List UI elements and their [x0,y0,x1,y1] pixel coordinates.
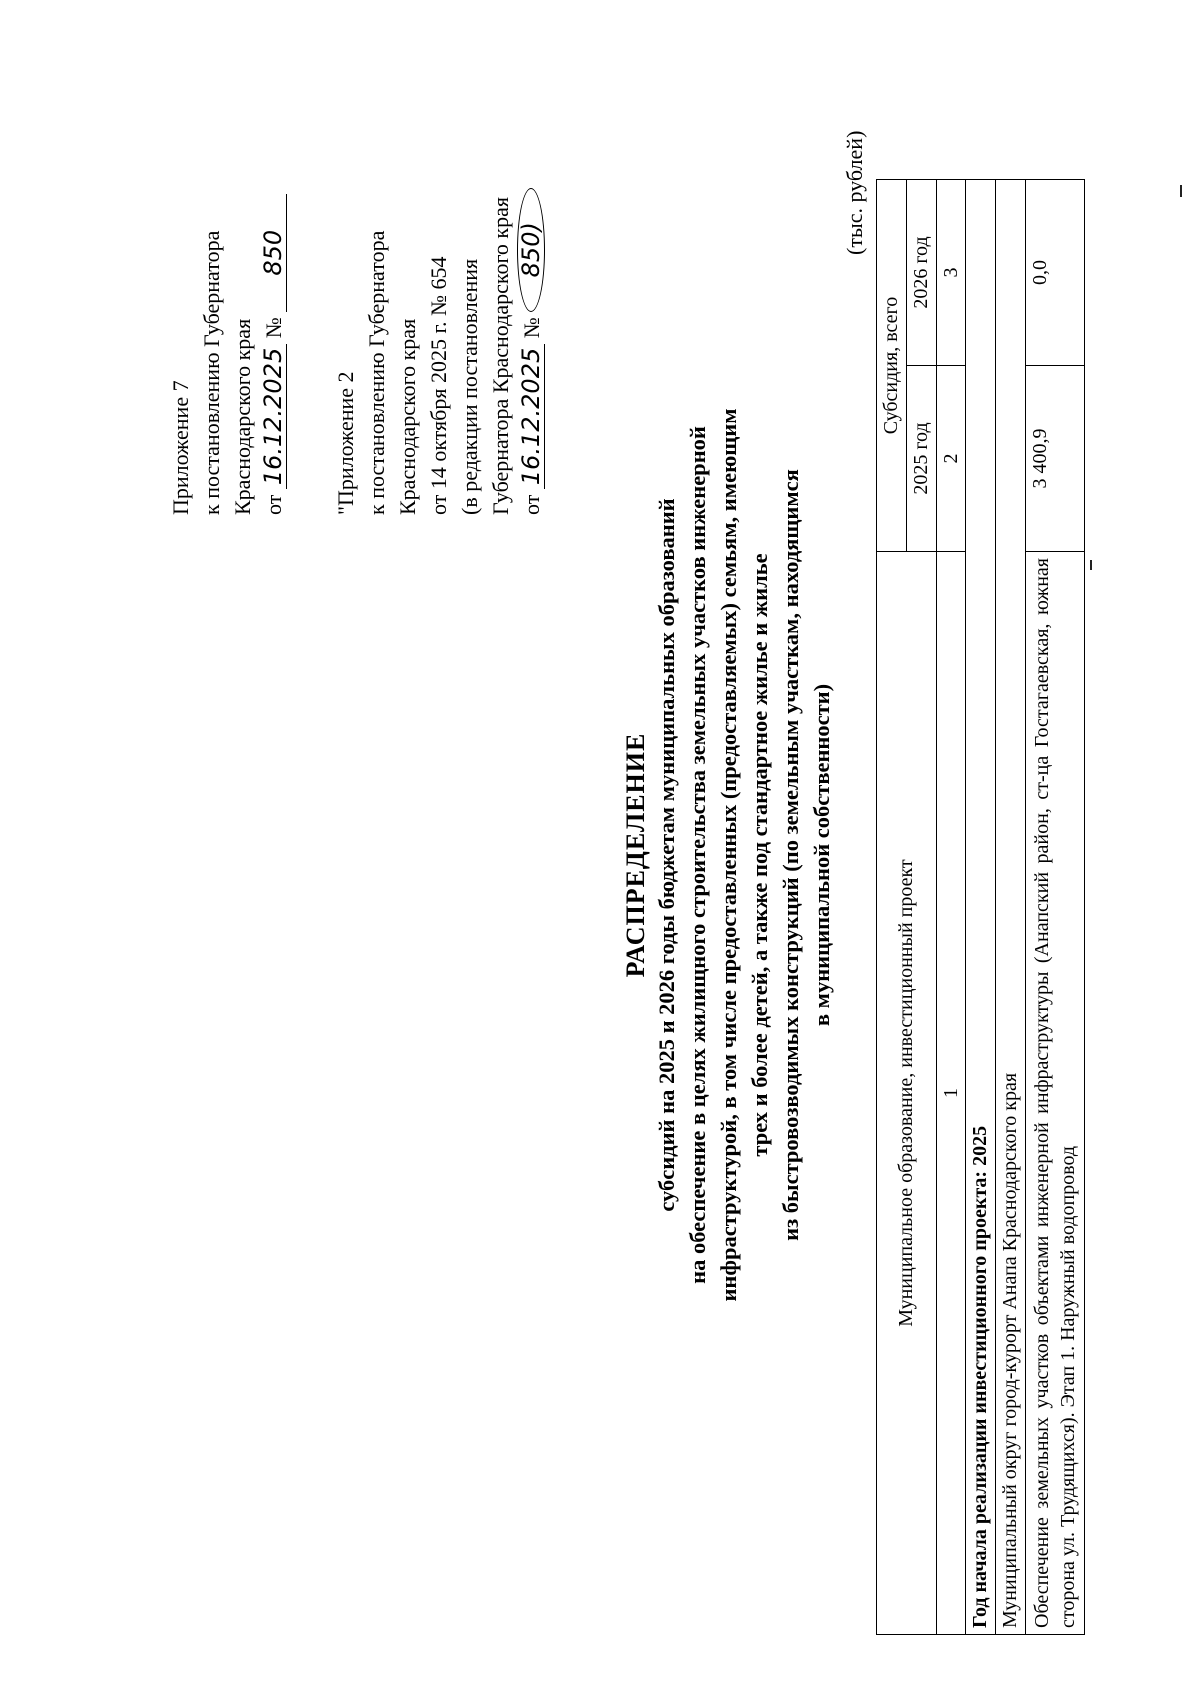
from-label: от [519,494,544,515]
subsidy-2026-value: 0,0 [1026,179,1085,365]
project-description: Обеспечение земельных участков объектами инженерной инфраструктуры (Анапский район, ст-ца Гостагаевская, южная сторона ул. Трудящихся). Этап 1. Наружный водопровод [1026,552,1085,1635]
column-number: 2 [937,366,966,552]
title-line: на обеспечение в целях жилищного строительства земельных участков инженерной [685,426,710,1284]
header-subsidy-total: Субсидия, всего [877,179,907,551]
title-line: из быстровозводимых конструкций (по земельным участкам, находящимся [778,469,803,1241]
annex-2-date-line [516,188,547,515]
column-number: 3 [937,179,966,365]
municipality-name: Муниципальный округ город-курорт Анапа Краснодарского края [996,179,1026,1634]
annex-7-title: Приложение 7 [168,380,193,515]
title-line: в муниципальной собственности) [809,683,834,1027]
title-line: субсидий на 2025 и 2026 годы бюджетам муниципальных образований [654,498,679,1212]
handwritten-date: 16.12.2025 [518,344,545,489]
column-number: 1 [937,552,966,1635]
annex-7-line3: Краснодарского края [230,318,255,515]
annex-7-header [165,194,289,515]
section-row [966,179,996,1634]
annex-2-line2: к постановлению Губернатора [364,230,389,515]
handwritten-number: 850) [517,188,545,312]
project-row [1026,179,1085,1634]
subsidy-2025-value: 3 400,9 [1026,366,1085,552]
units-label: (тыс. рублей) [842,130,867,255]
title-heading: РАСПРЕДЕЛЕНИЕ [621,732,650,978]
header-municipality-project: Муниципальное образование, инвестиционный проект [877,552,937,1635]
annex-2-line5: (в редакции постановления [457,258,482,515]
document-title [620,345,837,1365]
annex-2-line6: Губернатора Краснодарского края [488,196,513,515]
annex-7-date-line [258,194,289,515]
title-line: трех и более детей, а также под стандартное жилье и жилье [747,553,772,1157]
from-label: от [261,494,286,515]
header-row [877,179,907,1634]
column-numbers-row [937,179,966,1634]
header-year-2026: 2026 год [907,179,937,365]
section-title: Год начала реализации инвестиционного проекта: 2025 [966,179,996,1634]
handwritten-number: 850 [260,194,287,312]
header-year-2025: 2025 год [907,366,937,552]
annex-2-line4: от 14 октября 2025 г. № 654 [426,256,451,515]
title-line: инфраструктурой, в том числе предоставленных (предоставляемых) семьям, имеющим [716,408,741,1302]
annex-2-line3: Краснодарского края [395,318,420,515]
annex-2-title: "Приложение 2 [333,371,358,515]
number-label: № [519,317,544,339]
municipality-row [996,179,1026,1634]
annex-7-line2: к постановлению Губернатора [199,230,224,515]
annex-2-header [330,188,547,515]
number-label: № [261,317,286,339]
distribution-table [876,179,1085,1635]
handwritten-date: 16.12.2025 [260,344,287,489]
